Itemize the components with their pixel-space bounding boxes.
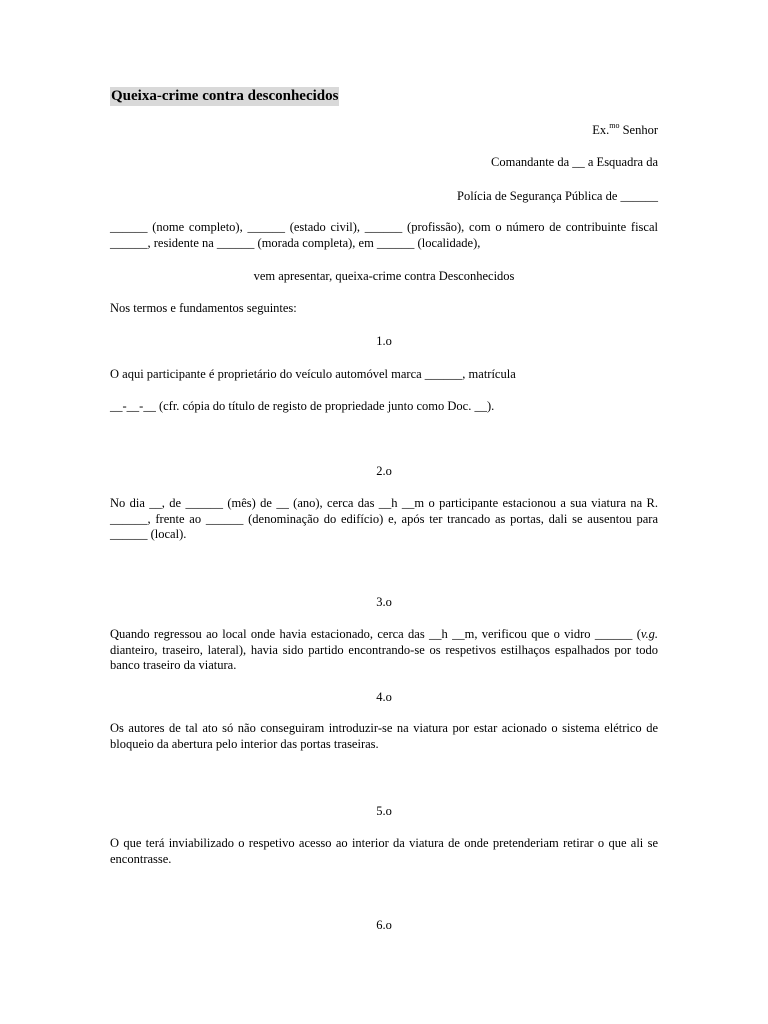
section-1-text-b: __-__-__ (cfr. cópia do título de registo de propriedade junto como Doc. __). bbox=[110, 399, 495, 413]
section-5-text: O que terá inviabilizado o respetivo acesso ao interior da viatura de onde pretenderiam retirar o que ali se encontrasse. bbox=[110, 836, 658, 866]
grounds-intro: Nos termos e fundamentos seguintes: bbox=[110, 301, 297, 315]
section-3-text-em: v.g. bbox=[640, 627, 658, 641]
section-heading-2: 2.o bbox=[376, 464, 392, 478]
section-heading-3: 3.o bbox=[376, 595, 392, 609]
identity-paragraph: ______ (nome completo), ______ (estado civil), ______ (profissão), com o número de contribuinte fiscal ______, residente na ______ (morada completa), em ______ (localidade), bbox=[110, 220, 658, 250]
section-4-text: Os autores de tal ato só não conseguiram introduzir-se na viatura por estar acionado o sistema elétrico de bloqueio da abertura pelo interior das portas traseiras. bbox=[110, 721, 658, 751]
section-1-text-a: O aqui participante é proprietário do veículo automóvel marca ______, matrícula bbox=[110, 367, 516, 381]
salutation-prefix: Ex. bbox=[592, 123, 610, 137]
addressee-police: Polícia de Segurança Pública de ______ bbox=[457, 189, 658, 203]
salutation-superscript: mo bbox=[609, 120, 620, 130]
section-heading-6: 6.o bbox=[376, 918, 392, 932]
salutation-suffix: Senhor bbox=[619, 123, 658, 137]
document-page bbox=[110, 0, 658, 1024]
addressee-commander: Comandante da __ a Esquadra da bbox=[491, 155, 658, 169]
section-3-text bbox=[110, 627, 658, 674]
section-3-text-pre: Quando regressou ao local onde havia estacionado, cerca das __h __m, verificou que o vidro ______ ( bbox=[110, 627, 641, 641]
addressee-salutation bbox=[592, 122, 658, 138]
complaint-statement: vem apresentar, queixa-crime contra Desconhecidos bbox=[253, 269, 515, 283]
section-heading-1: 1.o bbox=[376, 334, 392, 348]
section-heading-4: 4.o bbox=[376, 690, 392, 704]
section-heading-5: 5.o bbox=[376, 804, 392, 818]
section-3-text-post: dianteiro, traseiro, lateral), havia sido partido encontrando-se os respetivos estilhaços espalhados por todo banco traseiro da viatura. bbox=[110, 642, 658, 672]
section-2-text: No dia __, de ______ (mês) de __ (ano), cerca das __h __m o participante estacionou a sua viatura na R. ______, frente ao ______ (denominação do edifício) e, após ter trancado as portas, dali se ausentou para ______ (local). bbox=[110, 496, 658, 541]
document-title: Queixa-crime contra desconhecidos bbox=[111, 88, 339, 104]
